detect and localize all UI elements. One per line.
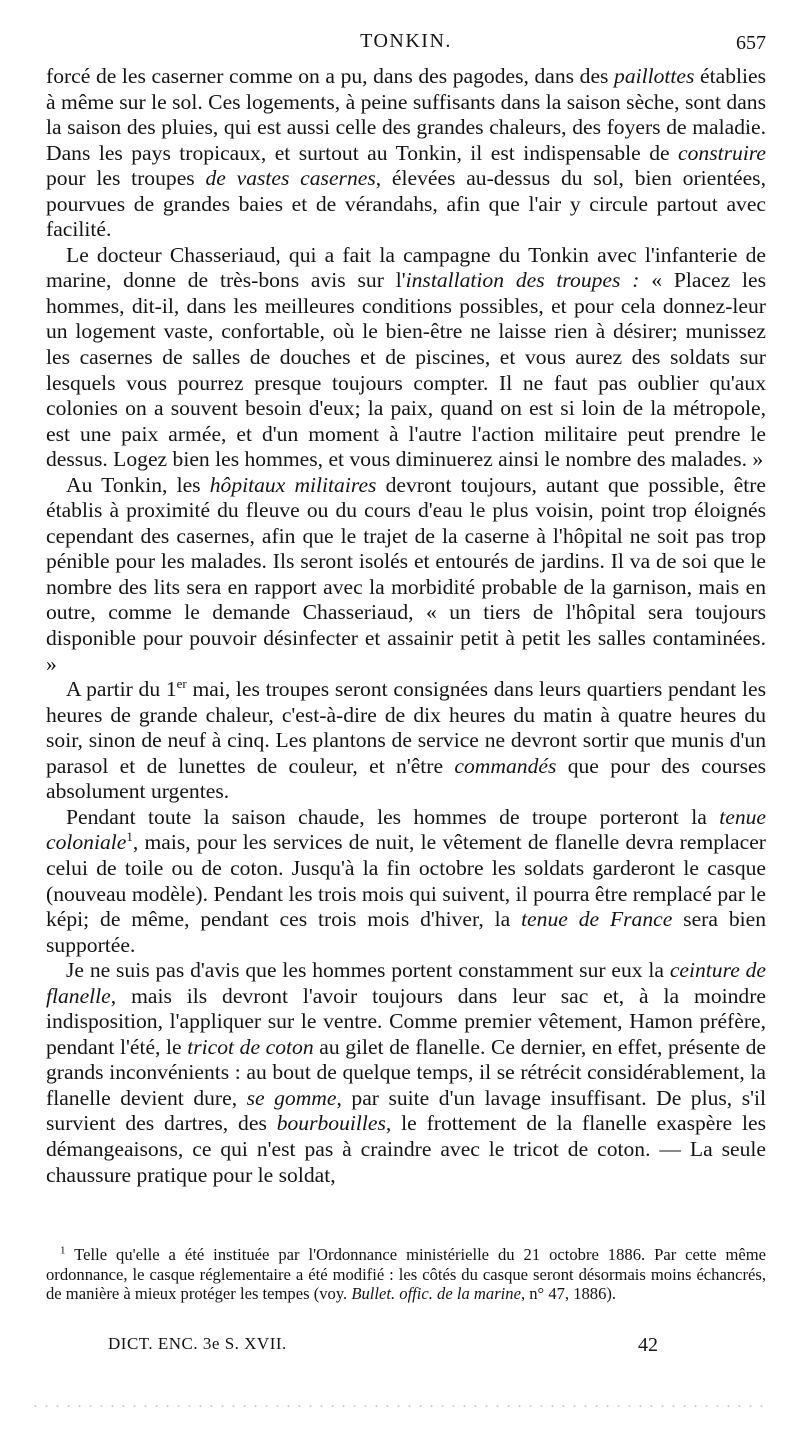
italic-run: se gomme [246, 1085, 337, 1110]
text-run: devront toujours, autant que possible, être établis à proximité du fleuve ou du cours d'eau le plus voisin, point trop éloignés cependant des casernes, afin que le trajet de la caserne à l'hôpital ne soit pas trop pénible pour les malades. Ils seront isolés et entourés de jardins. Il va de soi que le nombre des lits sera en rapport avec la morbidité probable de la garnison, mais en outre, comme le demande Chasseriaud, « un tiers de l'hôpital sera toujours disponible pour pouvoir désinfecter et assainir petit à petit les salles contaminées. » [46, 472, 766, 676]
running-title: TONKIN. [360, 30, 452, 52]
italic-run: tricot de coton [187, 1034, 314, 1059]
body-text [46, 64, 766, 1188]
italic-run: hôpitaux militaires [209, 472, 377, 497]
text-run: établies à même sur le sol. Ces logements, à peine suffisants dans la saison sèche, sont dans la saison des pluies, qui est aussi celle des grandes chaleurs, des foyers de maladie. Dans les pays tropicaux, et surtout au Tonkin, il est indispensable de [46, 64, 766, 165]
paragraph-2 [46, 243, 766, 473]
footnotes [46, 1245, 766, 1304]
italic-run: ceinture de flanelle [46, 958, 766, 1008]
italic-run: commandés [454, 753, 557, 778]
text-run: , mais, pour les services de nuit, le vêtement de flanelle devra remplacer celui de toile ou de coton. Jusqu'à la fin octobre les soldats garderont le casque (nouveau modèle). Pendant les trois mois qui suivent, il pourra être remplacé par le képi; de même, pendant ces trois mois d'hiver, la [46, 830, 766, 932]
signature-number: 42 [638, 1334, 658, 1356]
paragraph-5 [46, 805, 766, 958]
text-run: forcé de les caserner comme on a pu, dans des pagodes, dans des [46, 64, 615, 88]
text-run: « Placez les hommes, dit-il, dans les meilleures conditions possibles, et pour cela donnez-leur un logement vaste, confortable, où le bien-être ne laisse rien à désirer; munissez les casernes de salles de douches et de piscines, et vous aurez des soldats sur lesquels vous pourrez presque toujours compter. Il ne faut pas oublier qu'aux colonies on a souvent besoin d'eux; la paix, quand on est si loin de la métropole, est une paix armée, et d'un moment à l'autre l'action militaire peut prendre le dessus. Logez bien les hommes, et vous diminuerez ainsi le nombre des malades. » [46, 268, 766, 472]
text-run: Le docteur Chasseriaud, qui a fait la campagne du Tonkin avec l'infanterie de marine, donne de très-bons avis sur l' [46, 242, 766, 293]
text-run: Au Tonkin, les [66, 472, 210, 497]
footnote-1 [46, 1245, 766, 1304]
italic-run: construire [678, 140, 766, 165]
text-run: Telle qu'elle a été instituée par l'Ordonnance ministérielle du 21 octobre 1886. Par cette même ordonnance, le casque réglementaire a été modifié : les côtés du casque seront désormais moins échancrés, de manière à mieux protéger les tempes (voy. [46, 1245, 766, 1303]
text-run: mai, les troupes seront consignées dans leurs quartiers pendant les heures de grande chaleur, c'est-à-dire de dix heures du matin à quatre heures du soir, sinon de neuf à cinq. Les plantons de service ne devront sortir que munis d'un parasol et de lunettes de couleur, et n'être [46, 677, 766, 778]
text-run: Pendant toute la saison chaude, les hommes de troupe porteront la [66, 804, 720, 829]
text-run: , n° 47, 1886). [520, 1284, 617, 1303]
text-run: au gilet de flanelle. Ce dernier, en effet, présente de grands inconvénients : au bout de quelque temps, il se rétrécit considérablement, la flanelle devient dure, [46, 1034, 766, 1110]
printer-signature [108, 1334, 766, 1358]
page-number: 657 [736, 32, 766, 54]
paragraph-4 [46, 677, 766, 805]
text-run: A partir du 1 [66, 677, 177, 702]
superscript: er [176, 675, 187, 691]
text-run: pour les troupes [46, 166, 206, 191]
footnote-ref: 1 [126, 829, 133, 845]
text-run: , mais ils devront l'avoir toujours dans leur sac et, à la moindre indisposition, l'appliquer sur le ventre. Comme premier vêtement, Hamon préfère, pendant l'été, le [46, 983, 766, 1059]
text-run: , élevées au-dessus du sol, bien orientées, pourvues de grandes baies et de vérandahs, afin que l'air y circule partout avec facilité. [46, 166, 766, 242]
text-run: sera bien supportée. [46, 907, 766, 957]
scan-noise [30, 1402, 770, 1410]
italic-run: bourbouilles [276, 1111, 386, 1136]
italic-run: tenue de France [521, 907, 673, 932]
text-run: , le frottement de la flanelle exaspère les démangeaisons, ce qui n'est pas à craindre avec le tricot de coton. — La seule chaussure pratique pour le soldat, [46, 1111, 766, 1187]
text-run: que pour des courses absolument urgentes. [46, 753, 766, 804]
italic-run: Bullet. offic. de la marine [351, 1284, 521, 1303]
italic-run: paillottes [614, 64, 695, 88]
italic-run: de vastes casernes [205, 166, 376, 191]
paragraph-6 [46, 958, 766, 1188]
signature-text: DICT. ENC. 3e S. XVII. [108, 1334, 287, 1353]
italic-run: installation des troupes : [405, 268, 640, 293]
paragraph-3 [46, 473, 766, 677]
footnote-mark: 1 [60, 1244, 66, 1257]
text-run: , par suite d'un lavage insuffisant. De plus, s'il survient des dartres, des [46, 1085, 766, 1136]
text-run: Je ne suis pas d'avis que les hommes portent constamment sur eux la [66, 958, 670, 983]
italic-run: tenue coloniale [46, 804, 766, 855]
page-header [46, 28, 766, 58]
paragraph-1 [46, 64, 766, 243]
